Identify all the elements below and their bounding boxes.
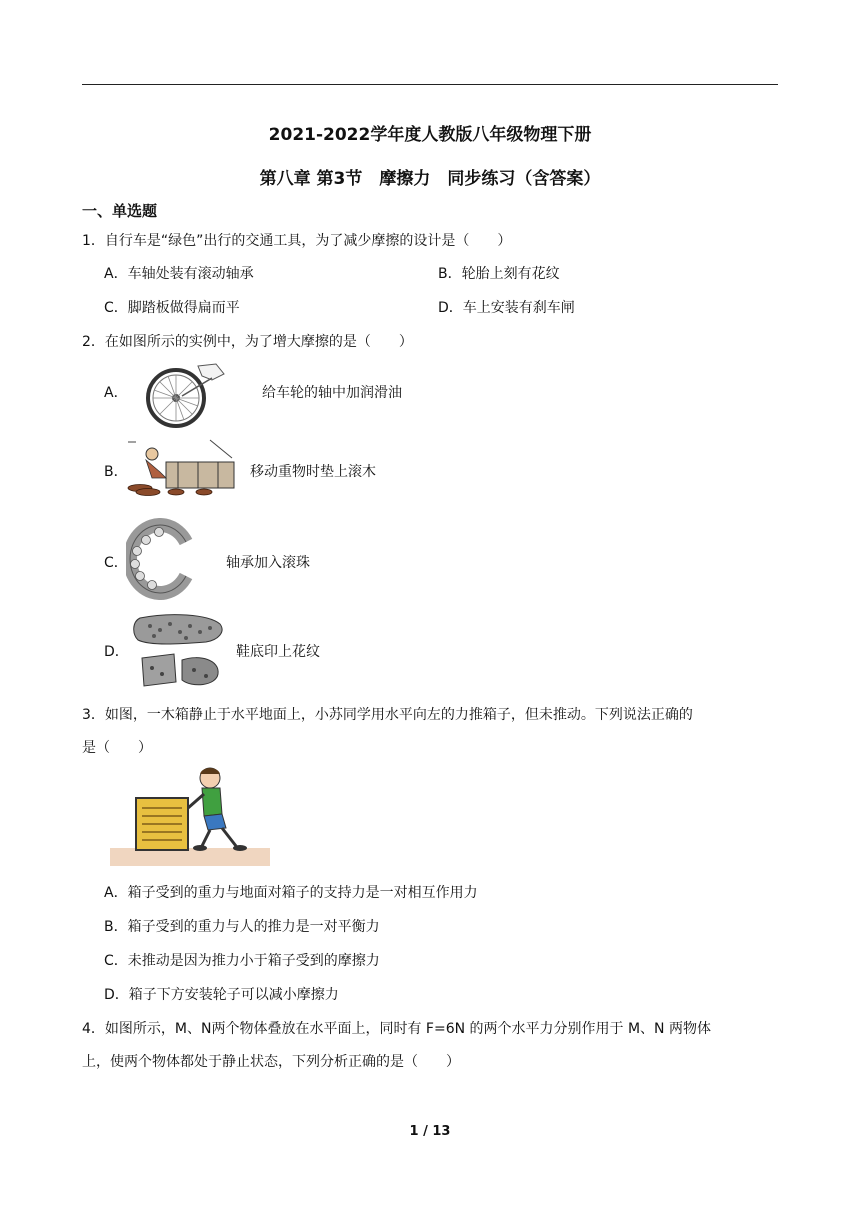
header-rule <box>82 84 778 85</box>
question-3-option-c: C．未推动是因为推力小于箱子受到的摩擦力 <box>104 953 380 969</box>
section-heading: 一、单选题 <box>82 202 158 220</box>
question-2-option-d-letter: D． <box>104 644 129 660</box>
question-1-option-a: A．车轴处装有滚动轴承 <box>104 266 254 282</box>
question-2-option-a-text: 给车轮的轴中加润滑油 <box>262 385 402 401</box>
question-2-stem: 2．在如图所示的实例中，为了增大摩擦的是（ ） <box>82 334 413 350</box>
question-3-stem-line1: 3．如图，一木箱静止于水平地面上，小苏同学用水平向左的力推箱子，但未推动。下列说法正确的 <box>82 707 693 723</box>
page-number: 1 / 13 <box>409 1124 451 1139</box>
document-subtitle: 第八章 第3节 摩擦力 同步练习（含答案） <box>259 169 601 189</box>
question-4-stem-line2: 上，使两个物体都处于静止状态，下列分析正确的是（ ） <box>82 1054 460 1070</box>
question-1-option-c: C．脚踏板做得扁而平 <box>104 300 240 316</box>
question-3-option-b: B．箱子受到的重力与人的推力是一对平衡力 <box>104 919 380 935</box>
question-2-option-b-text: 移动重物时垫上滚木 <box>250 464 376 480</box>
question-2-option-c-letter: C． <box>104 555 128 571</box>
question-2-option-c-text: 轴承加入滚珠 <box>226 555 310 571</box>
question-4-stem-line1: 4．如图所示，M、N两个物体叠放在水平面上，同时有 F=6N 的两个水平力分别作用于 M、N 两物体 <box>82 1021 711 1037</box>
shoe-sole-image <box>130 612 226 692</box>
rolling-logs-image <box>126 438 238 498</box>
question-1-option-d: D．车上安装有刹车闸 <box>438 300 575 316</box>
document-title: 2021-2022学年度人教版八年级物理下册 <box>268 125 592 145</box>
question-3-option-a: A．箱子受到的重力与地面对箱子的支持力是一对相互作用力 <box>104 885 478 901</box>
question-3-stem-line2: 是（ ） <box>82 740 152 756</box>
boy-pushing-box-image <box>110 764 270 872</box>
question-2-option-b-letter: B． <box>104 464 128 480</box>
question-1-option-b: B．轮胎上刻有花纹 <box>438 266 560 282</box>
question-1-stem: 1．自行车是“绿色”出行的交通工具，为了减少摩擦的设计是（ ） <box>82 233 512 249</box>
question-3-option-d: D．箱子下方安装轮子可以减小摩擦力 <box>104 987 339 1003</box>
ball-bearing-image <box>126 518 196 600</box>
question-2-option-a-letter: A． <box>104 385 128 401</box>
bicycle-wheel-image <box>128 360 230 428</box>
question-2-option-d-text: 鞋底印上花纹 <box>236 644 320 660</box>
